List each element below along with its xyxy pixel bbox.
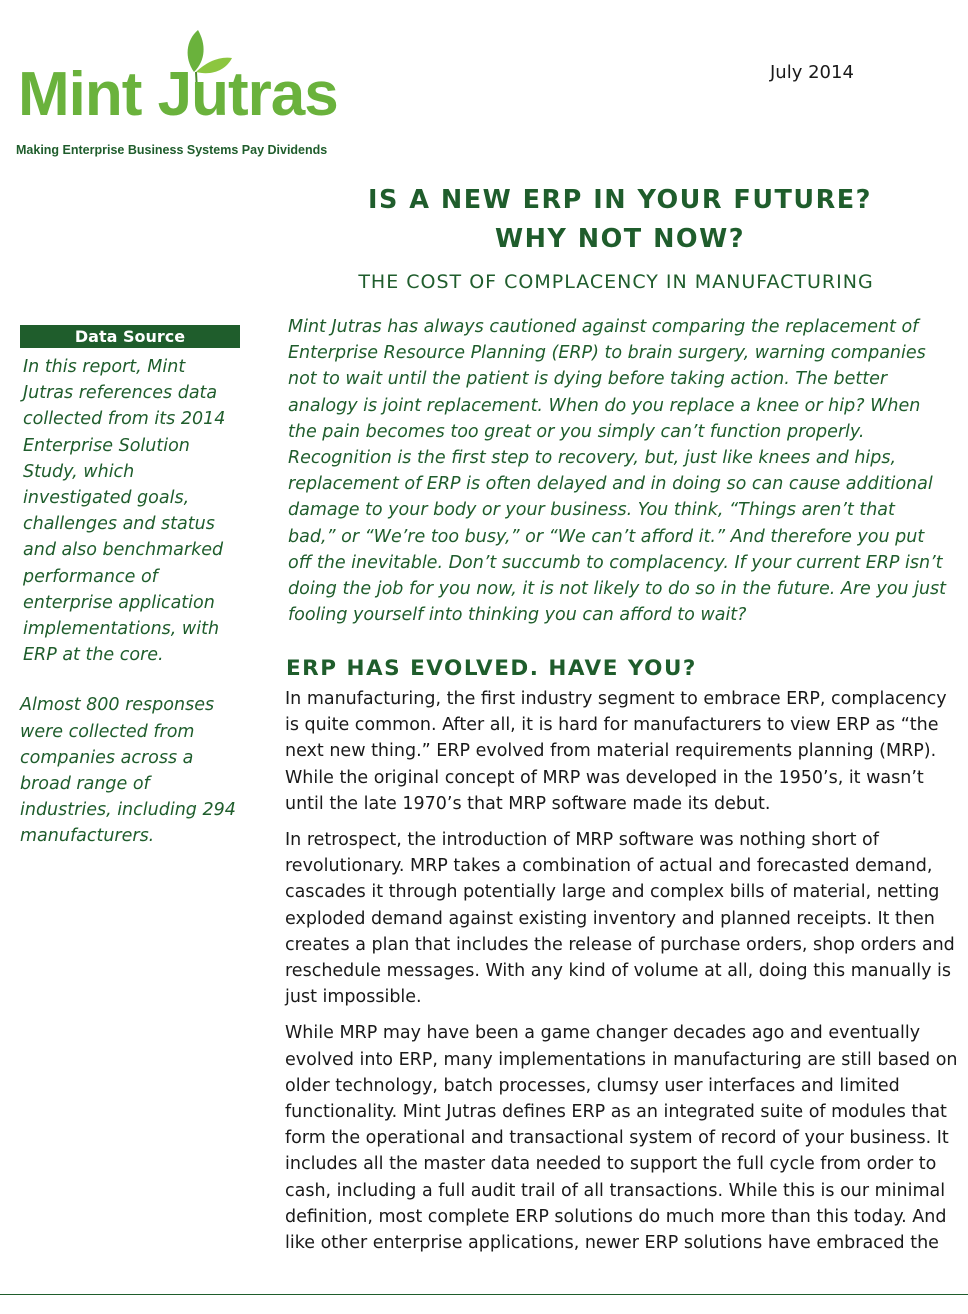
sidebar-paragraph: Almost 800 responses were collected from companies across a broad range of industries, including 294 manufacturers.: [20, 695, 236, 847]
body-paragraph: In manufacturing, the first industry segment to embrace ERP, complacency is quite common. After all, it is hard for manufacturers to view ERP as “the next new thing.” ERP evolved from material requirements planning (MRP). While the original concept of MRP was developed in the 1950’s, it wasn’t until the late 1970’s that MRP software made its debut.: [285, 689, 947, 814]
logo-tagline: Making Enterprise Business Systems Pay Dividends: [16, 143, 328, 157]
body-paragraph: While MRP may have been a game changer decades ago and eventually evolved into ERP, many implementations in manufacturing are still based on older technology, batch processes, clumsy user interfaces and limited functionality. Mint Jutras defines ERP as an integrated suite of modules that form the operational and transactional system of record of your business. It includes all the master data needed to support the full cycle from order to cash, including a full audit trail of all transactions. While this is our minimal definition, most complete ERP solutions do much more than this today. And like other enterprise applications, newer ERP solutions have embraced the: [285, 1023, 958, 1254]
body-paragraph: In retrospect, the introduction of MRP software was nothing short of revolutionary. MRP takes a combination of actual and forecasted demand, cascades it through potentially large and complex bills of material, netting exploded demand against existing inventory and planned receipts. It then creates a plan that includes the release of purchase orders, shop orders and reschedule messages. With any kind of volume at all, doing this manually is just impossible.: [285, 830, 955, 1008]
body-text: [285, 686, 960, 1266]
footer-divider: [0, 1294, 968, 1295]
section-heading: ERP HAS EVOLVED. HAVE YOU?: [286, 656, 697, 681]
company-logo: [16, 28, 336, 163]
logo-wordmark: Mint Jutras: [18, 60, 338, 129]
sidebar-heading: Data Source: [20, 325, 240, 348]
report-subtitle: THE COST OF COMPLACENCY IN MANUFACTURING: [358, 271, 874, 293]
intro-paragraph: Mint Jutras has always cautioned against comparing the replacement of Enterprise Resource Planning (ERP) to brain surgery, warning companies not to wait until the patient is dying before taking action. The better analogy is joint replacement. When do you replace a knee or hip? When the pain becomes too great or you simply can’t function properly. Recognition is the first step to recovery, but, just like knees and hips, replacement of ERP is often delayed and in doing so can cause additional damage to your body or your business. You think, “Things aren’t that bad,” or “We’re too busy,” or “We can’t afford it.” And therefore you put off the inevitable. Don’t succumb to complacency. If your current ERP isn’t doing the job for you now, it is not likely to do so in the future. Are you just fooling yourself into thinking you can afford to wait?: [288, 317, 947, 626]
report-title-line1: IS A NEW ERP IN YOUR FUTURE?: [368, 185, 872, 215]
report-title-line2: WHY NOT NOW?: [494, 224, 746, 254]
sidebar-paragraph: In this report, Mint Jutras references data collected from its 2014 Enterprise Solution Study, which investigated goals, challenges and status and also benchmarked performance of enterprise application implementations, with ERP at the core.: [23, 357, 226, 666]
data-source-sidebar: [20, 325, 240, 850]
publication-date: July 2014: [770, 62, 854, 83]
